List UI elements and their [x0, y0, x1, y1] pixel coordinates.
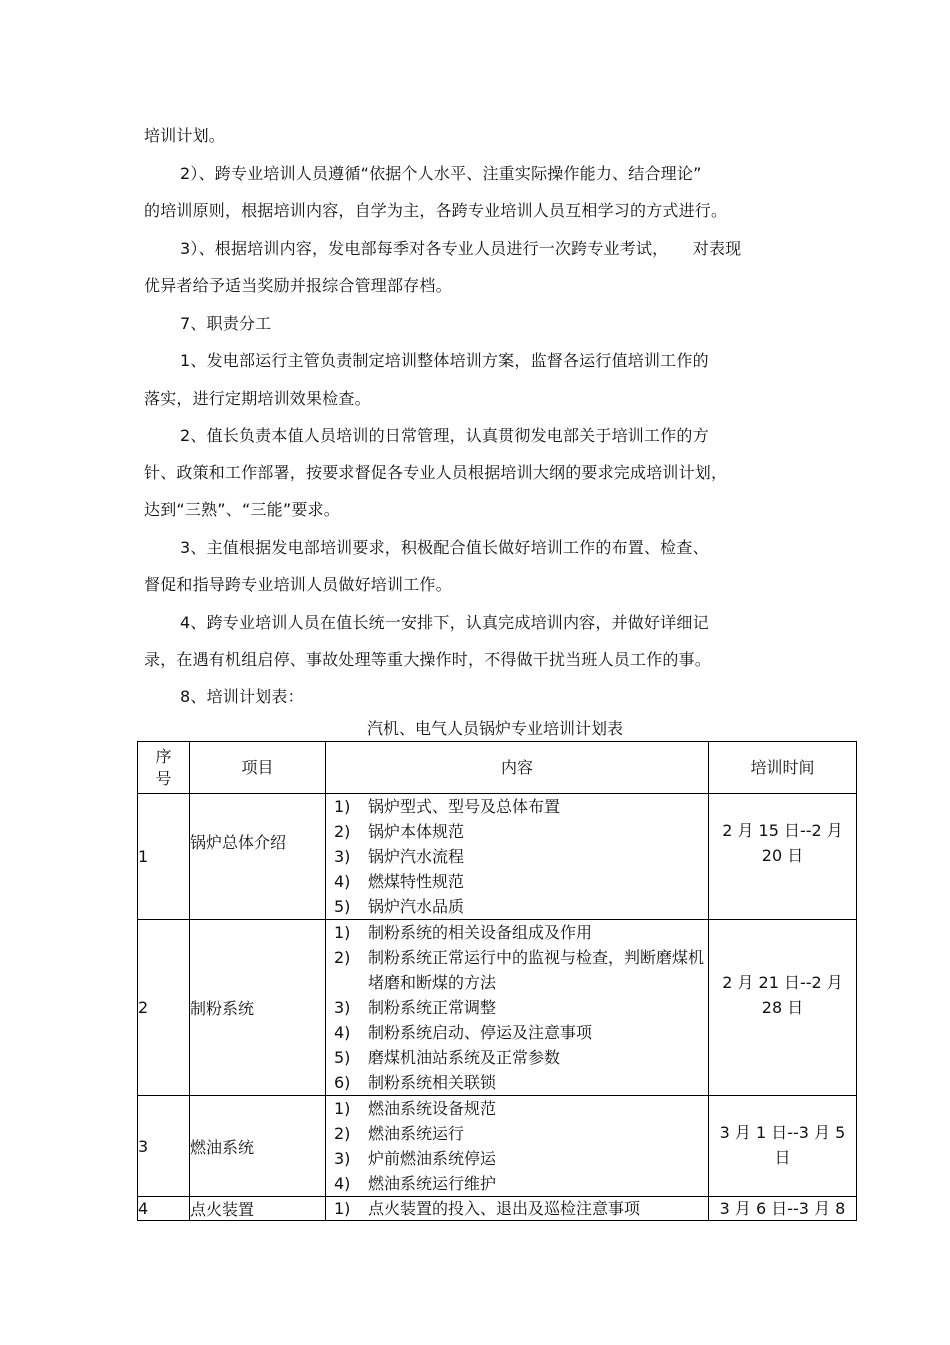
row-item: 点火装置 [190, 1197, 326, 1221]
list-item: 3) 制粉系统正常调整 [334, 998, 497, 1017]
table-row [138, 1197, 857, 1221]
list-item: 1) 点火装置的投入、退出及巡检注意事项 [334, 1198, 641, 1218]
paragraph-line: 录，在遇有机组启停、事故处理等重大操作时，不得做干扰当班人员工作的事。 [144, 650, 712, 669]
paragraph-line: 3、主值根据发电部培训要求，积极配合值长做好培训工作的布置、检查、 [180, 538, 709, 557]
row-no: 3 [138, 1096, 190, 1197]
list-item: 2) 燃油系统运行 [334, 1124, 465, 1143]
list-item: 1) 制粉系统的相关设备组成及作用 [334, 923, 593, 942]
paragraph-line: 针、政策和工作部署，按要求督促各专业人员根据培训大纲的要求完成培训计划， [144, 463, 728, 482]
table-caption: 汽机、电气人员锅炉专业培训计划表 [366, 719, 623, 738]
paragraph-line: 督促和指导跨专业培训人员做好培训工作。 [144, 575, 452, 594]
list-item: 2) 制粉系统正常运行中的监视与检查，判断磨煤机堵磨和断煤的方法 [334, 948, 705, 992]
list-item: 4) 制粉系统启动、停运及注意事项 [334, 1023, 593, 1042]
paragraph-line: 2、值长负责本值人员培训的日常管理，认真贯彻发电部关于培训工作的方 [180, 426, 709, 445]
list-item: 6) 制粉系统相关联锁 [334, 1073, 497, 1092]
section-heading: 8、培训计划表： [180, 687, 304, 706]
list-item: 1) 燃油系统设备规范 [334, 1099, 497, 1118]
list-item: 3) 炉前燃油系统停运 [334, 1149, 497, 1168]
row-content [326, 1197, 709, 1221]
row-content [326, 1096, 709, 1197]
row-content [326, 794, 709, 920]
table-header-row [138, 742, 857, 794]
paragraph-line: 落实，进行定期培训效果检查。 [144, 389, 371, 408]
paragraph-line: 培训计划。 [144, 126, 226, 145]
row-time: 2 月 21 日--2 月 28 日 [709, 920, 857, 1096]
row-item: 制粉系统 [190, 920, 326, 1096]
paragraph-line: 2）、跨专业培训人员遵循“依据个人水平、注重实际操作能力、结合理论” [180, 164, 702, 183]
paragraph-line: 的培训原则，根据培训内容，自学为主，各跨专业培训人员互相学习的方式进行。 [144, 201, 728, 220]
header-no: 序 号 [138, 742, 190, 794]
header-item: 项目 [190, 742, 326, 794]
paragraph-line: 1、发电部运行主管负责制定培训整体培训方案，监督各运行值培训工作的 [180, 351, 709, 370]
row-item: 燃油系统 [190, 1096, 326, 1197]
header-time: 培训时间 [709, 742, 857, 794]
list-item: 4) 燃油系统运行维护 [334, 1174, 497, 1193]
list-item: 5) 磨煤机油站系统及正常参数 [334, 1048, 561, 1067]
row-item: 锅炉总体介绍 [190, 794, 326, 920]
paragraph-line: 4、跨专业培训人员在值长统一安排下，认真完成培训内容，并做好详细记 [180, 613, 709, 632]
section-heading: 7、职责分工 [180, 314, 272, 333]
list-item: 3) 锅炉汽水流程 [334, 847, 465, 866]
paragraph-line: 优异者给予适当奖励并报综合管理部存档。 [144, 276, 452, 295]
list-item: 5) 锅炉汽水品质 [334, 897, 465, 916]
paragraph-line: 达到“三熟”、“三能”要求。 [144, 500, 340, 519]
row-no: 4 [138, 1197, 190, 1221]
row-time: 2 月 15 日--2 月 20 日 [709, 794, 857, 920]
list-item: 1) 锅炉型式、型号及总体布置 [334, 797, 561, 816]
table-row [138, 794, 857, 920]
paragraph-line: 3）、根据培训内容，发电部每季对各专业人员进行一次跨专业考试， 对表现 [180, 239, 742, 258]
list-item: 4) 燃煤特性规范 [334, 872, 465, 891]
table-row [138, 920, 857, 1096]
header-content: 内容 [326, 742, 709, 794]
training-plan-table [137, 741, 857, 1221]
row-time: 3 月 6 日--3 月 8 [709, 1197, 857, 1221]
row-no: 2 [138, 920, 190, 1096]
list-item: 2) 锅炉本体规范 [334, 822, 465, 841]
row-no: 1 [138, 794, 190, 920]
table-row [138, 1096, 857, 1197]
row-time: 3 月 1 日--3 月 5 日 [709, 1096, 857, 1197]
row-content [326, 920, 709, 1096]
